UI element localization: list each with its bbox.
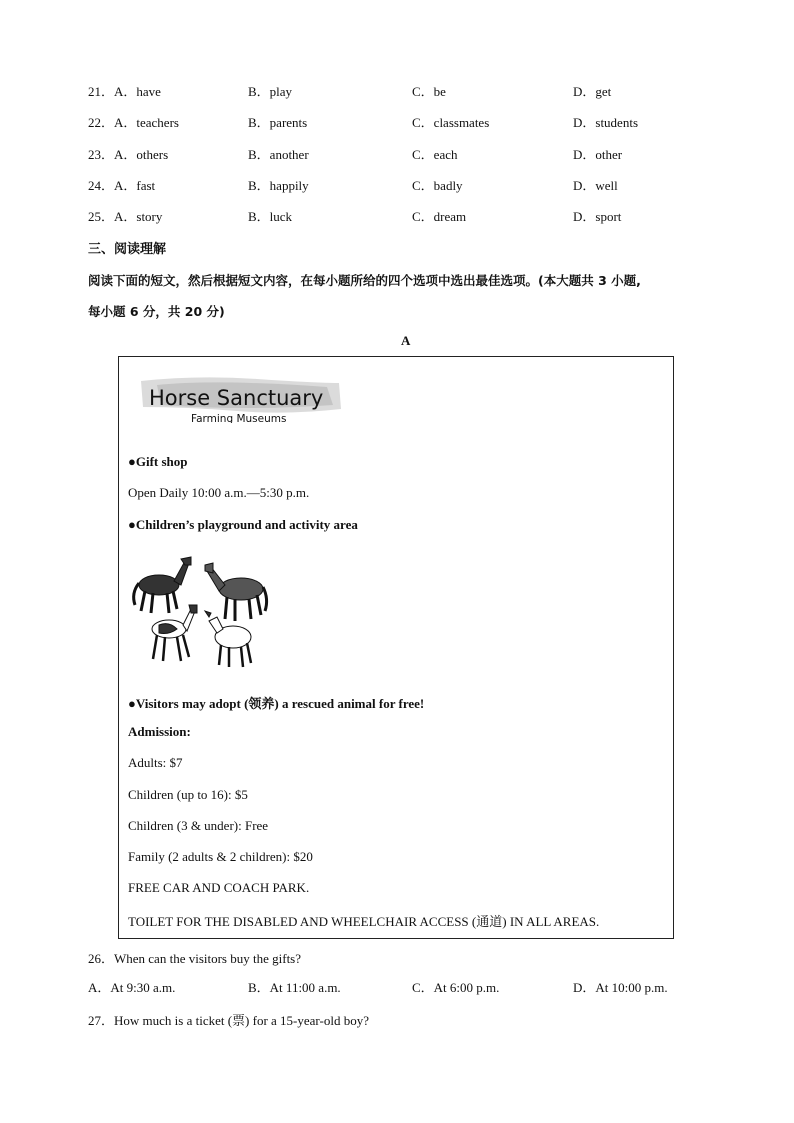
option-c[interactable]: C．dream [412, 209, 467, 224]
option-d[interactable]: D．sport [573, 209, 622, 224]
admission-heading: Admission: [128, 724, 191, 739]
question-row [88, 83, 728, 101]
playground-heading: ●Children’s playground and activity area [128, 517, 358, 532]
price-children: Children (up to 16): $5 [128, 787, 248, 802]
option-c[interactable]: C．each [412, 147, 458, 162]
gift-shop-hours: Open Daily 10:00 a.m.—5:30 p.m. [128, 485, 310, 500]
option-d[interactable]: D．get [573, 84, 612, 99]
option-b[interactable]: B．play [248, 84, 293, 99]
section-instruction-2: 每小题 6 分，共 20 分) [88, 304, 225, 319]
option-a[interactable]: A．others [114, 147, 169, 162]
option-b[interactable]: B．another [248, 147, 309, 162]
option-d[interactable]: D．well [573, 178, 618, 193]
logo-title: Horse Sanctuary [149, 386, 324, 410]
option-b[interactable]: B．luck [248, 209, 293, 224]
option-c[interactable]: C．badly [412, 178, 463, 193]
horse-sanctuary-logo [137, 375, 343, 423]
passage-label: A [401, 333, 411, 348]
question-26-options [88, 979, 728, 997]
logo-subtitle: Farming Museums [191, 413, 287, 423]
option-a[interactable]: A．fast [114, 178, 156, 193]
q26-option-a[interactable]: A．At 9:30 a.m. [88, 980, 176, 995]
question-row [88, 177, 728, 195]
question-number: 21． [88, 84, 115, 99]
q26-option-b[interactable]: B．At 11:00 a.m. [248, 980, 341, 995]
advertisement-box [118, 356, 674, 939]
notice-parking: FREE CAR AND COACH PARK. [128, 880, 310, 895]
option-c[interactable]: C．be [412, 84, 446, 99]
notice-accessibility: TOILET FOR THE DISABLED AND WHEELCHAIR ACCESS (通道) IN ALL AREAS. [128, 914, 600, 929]
adopt-heading: ●Visitors may adopt (领养) a rescued animal for free! [128, 696, 425, 711]
option-b[interactable]: B．happily [248, 178, 309, 193]
question-26-stem: 26．When can the visitors buy the gifts? [88, 951, 302, 966]
q26-option-d[interactable]: D．At 10:00 p.m. [573, 980, 668, 995]
question-27-stem: 27．How much is a ticket (票) for a 15-year-old boy? [88, 1013, 369, 1028]
option-a[interactable]: A．story [114, 209, 163, 224]
section-heading: 三、阅读理解 [88, 242, 167, 257]
price-adults: Adults: $7 [128, 755, 183, 770]
horses-illustration [129, 547, 271, 672]
option-b[interactable]: B．parents [248, 115, 308, 130]
question-number: 25． [88, 209, 115, 224]
question-row [88, 208, 728, 226]
question-number: 23． [88, 147, 115, 162]
price-family: Family (2 adults & 2 children): $20 [128, 849, 313, 864]
option-c[interactable]: C．classmates [412, 115, 490, 130]
option-a[interactable]: A．have [114, 84, 161, 99]
price-children-under-3: Children (3 & under): Free [128, 818, 269, 833]
option-a[interactable]: A．teachers [114, 115, 179, 130]
question-row [88, 114, 728, 132]
question-row [88, 146, 728, 164]
option-d[interactable]: D．other [573, 147, 623, 162]
option-d[interactable]: D．students [573, 115, 639, 130]
question-number: 24． [88, 178, 115, 193]
question-number: 22． [88, 115, 115, 130]
gift-shop-heading: ●Gift shop [128, 454, 188, 469]
q26-option-c[interactable]: C．At 6:00 p.m. [412, 980, 500, 995]
section-instruction-1: 阅读下面的短文，然后根据短文内容，在每小题所给的四个选项中选出最佳选项。(本大题共 3 小题, [88, 273, 641, 288]
